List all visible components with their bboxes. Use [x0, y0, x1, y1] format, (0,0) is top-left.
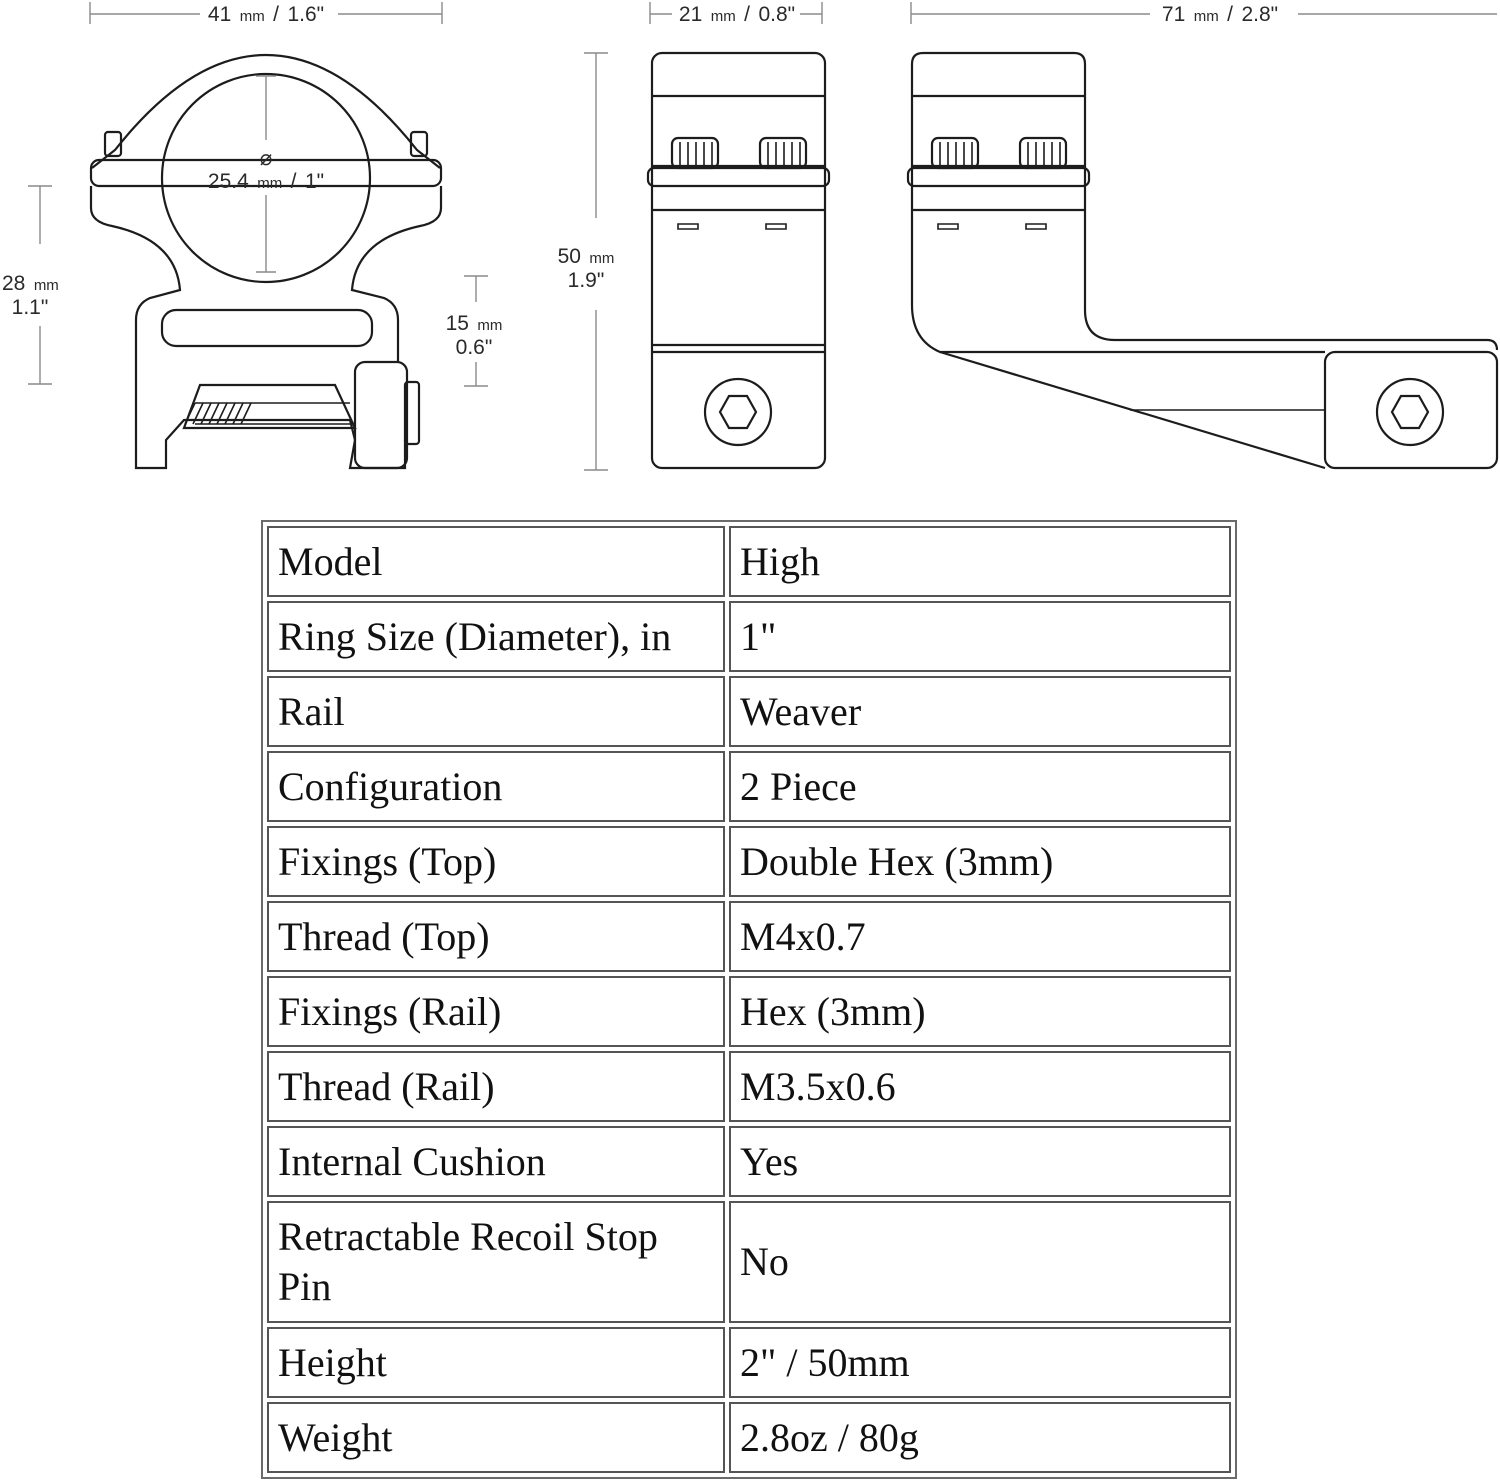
spec-label: Height [267, 1327, 725, 1398]
rail-height-unit: mm [477, 317, 503, 334]
spec-label: Rail [267, 676, 725, 747]
spec-label: Configuration [267, 751, 725, 822]
diameter-imperial: 1" [304, 170, 325, 193]
side-width-dimension [650, 2, 822, 26]
table-row [267, 751, 1231, 822]
spec-value: 2.8oz / 80g [729, 1402, 1231, 1473]
table-row [267, 676, 1231, 747]
table-row [267, 601, 1231, 672]
rail-height-value: 15 [445, 312, 469, 335]
table-row [267, 1051, 1231, 1122]
front-width-value: 41 [207, 3, 232, 26]
table-row [267, 901, 1231, 972]
spec-label: Weight [267, 1402, 725, 1473]
front-height-dimension [2, 186, 59, 384]
spec-value: M4x0.7 [729, 901, 1231, 972]
spec-value: M3.5x0.6 [729, 1051, 1231, 1122]
spec-label: Fixings (Top) [267, 826, 725, 897]
spec-value: No [729, 1201, 1231, 1323]
front-width-dimension [90, 2, 442, 26]
spec-label: Thread (Rail) [267, 1051, 725, 1122]
spec-label: Model [267, 526, 725, 597]
diameter-symbol: ⌀ [259, 147, 273, 170]
side-view [558, 2, 829, 470]
spec-label: Fixings (Rail) [267, 976, 725, 1047]
svg-text:21 mm /: 21 mm / 0.8" [678, 3, 796, 26]
spec-value: Hex (3mm) [729, 976, 1231, 1047]
offset-width-unit: mm [1193, 8, 1219, 25]
diameter-unit: mm [257, 175, 283, 192]
side-height-value: 50 [557, 245, 581, 268]
table-row [267, 1327, 1231, 1398]
spec-label: Ring Size (Diameter), in [267, 601, 725, 672]
side-height-unit: mm [589, 250, 615, 267]
offset-width-dimension [911, 2, 1497, 26]
front-view [2, 2, 502, 468]
offset-width-imperial: 2.8" [1241, 3, 1279, 26]
spec-value: 1" [729, 601, 1231, 672]
spec-label: Thread (Top) [267, 901, 725, 972]
svg-text:15 mm [446, 312, 503, 335]
spec-value: High [729, 526, 1231, 597]
mount-dimension-diagram [0, 0, 1500, 520]
side-width-value: 21 [678, 3, 703, 26]
side-width-imperial: 0.8" [758, 3, 796, 26]
table-row [267, 1402, 1231, 1473]
svg-text:71 mm /: 71 mm / 2.8" [1161, 3, 1279, 26]
table-row [267, 826, 1231, 897]
front-width-imperial: 1.6" [287, 3, 325, 26]
diameter-value: 25.4 [207, 170, 249, 193]
spec-value: 2 Piece [729, 751, 1231, 822]
front-width-unit: mm [239, 8, 265, 25]
spec-value: Weaver [729, 676, 1231, 747]
spec-label: Internal Cushion [267, 1126, 725, 1197]
spec-value: Yes [729, 1126, 1231, 1197]
front-height-imperial: 1.1" [11, 296, 49, 319]
front-height-unit: mm [33, 277, 59, 294]
table-row [267, 1201, 1231, 1323]
side-width-unit: mm [710, 8, 736, 25]
spec-value: Double Hex (3mm) [729, 826, 1231, 897]
svg-text:41 mm /: 41 mm / 1.6" [207, 3, 325, 26]
side-height-dimension [558, 53, 615, 470]
rail-height-imperial: 0.6" [455, 336, 493, 359]
spec-label: Retractable Recoil Stop Pin [267, 1201, 725, 1323]
offset-view [908, 2, 1497, 468]
offset-width-value: 71 [1161, 3, 1186, 26]
table-row [267, 526, 1231, 597]
spec-table-container [261, 520, 1237, 1479]
side-height-imperial: 1.9" [567, 269, 605, 292]
svg-text:50 mm [558, 245, 615, 268]
spec-table [261, 520, 1237, 1479]
svg-text:25.4 mm / 1": 25.4 mm / 1" [207, 170, 325, 193]
spec-value: 2" / 50mm [729, 1327, 1231, 1398]
front-height-value: 28 [2, 272, 26, 295]
svg-text:28 mm [2, 272, 59, 295]
table-row [267, 976, 1231, 1047]
rail-height-dimension [446, 276, 503, 386]
table-row [267, 1126, 1231, 1197]
